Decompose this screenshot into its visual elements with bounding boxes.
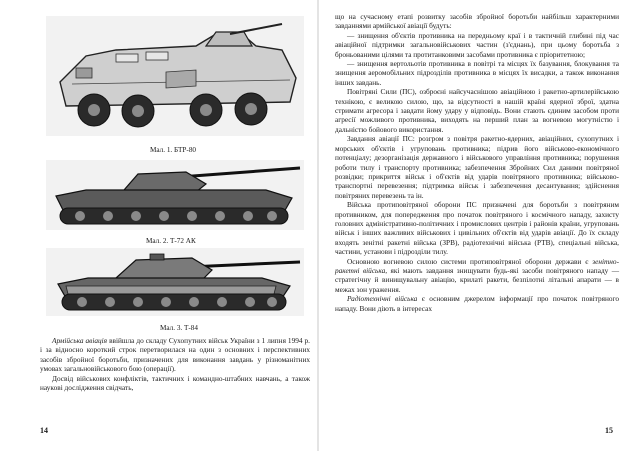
- paragraph: [335, 12, 619, 31]
- figure-caption-t72: Мал. 2. Т-72 АК: [146, 237, 196, 245]
- emphasized-term: зенітно-ракетні війська: [335, 256, 619, 275]
- paragraph: [335, 134, 619, 200]
- page-number-left: 14: [40, 426, 48, 435]
- paragraph-text: Війська протиповітряної оборони ПС призначені для боротьби з повітряним противником, для попередження про початок повітряного і космічного нападу, захисту головних адміністративно-політичних і промислових центрів і районів країни, угруповань військ і інших важливих військових і цивільних об'єктів від ударів авіації. До їх складу входять зенітні ракетні війська (ЗРВ), радіотехнічні війська (РТВ), спеціальні війська, частини, установи і підрозділи тилу.: [335, 200, 619, 257]
- paragraph-text: Досвід військових конфліктів, тактичних і командно-штабних навчань, а також наукові дослідження свідчать,: [40, 373, 310, 393]
- figure-caption-t84: Мал. 3. Т-84: [160, 324, 198, 332]
- right-body-text: [335, 12, 619, 313]
- figure-caption-btr80: Мал. 1. БТР-80: [150, 146, 197, 154]
- t72-illustration: [46, 160, 304, 230]
- paragraph: [335, 87, 619, 134]
- paragraph: [335, 257, 619, 295]
- paragraph-text: Основною вогневою силою системи протиповітряної оборони держави є: [347, 256, 593, 266]
- paragraph: [335, 294, 619, 313]
- paragraph: [40, 374, 310, 393]
- paragraph: [40, 336, 310, 374]
- paragraph: [335, 59, 619, 87]
- term-army-aviation: Армійська авіація: [52, 336, 108, 345]
- paragraph-text: Повітряні Сили (ПС), озброєні найсучаснішою авіаційною і ракетно-артилерійською технікою, є великою силою, що, за відсутності в нашій країні ядерної зброї, здатна стримати агресора і завдати йому удару у відповідь. Вони стають єдиним засобом проти агресії можливого противника, виходять на перший план за вогневою могутністю і дальністю бойового використання.: [335, 87, 619, 134]
- btr80-illustration: [46, 16, 304, 136]
- paragraph-text: що на сучасному етапі розвитку засобів збройної боротьби найбільш характерними завданнями армійської авіації будуть:: [335, 12, 619, 31]
- t84-illustration: [46, 248, 304, 316]
- figure-t72: [46, 160, 304, 230]
- paragraph-text: ввійшла до складу Сухопутних військ України з 1 липня 1994 р. і за відносно короткий строк перетворилася на один з основних і перспективних засобів збройної боротьби, призначених для виконання завдань у різноманітних умовах загальновійськового бою (операції).: [40, 336, 311, 374]
- paragraph: [335, 31, 619, 59]
- paragraph-text: — знищення вертольотів противника в повітрі та місцях їх базування, блокування та знищення аеромобільних підрозділів противника в місцях їх висадки, а також виконання інших завдань.: [335, 59, 619, 87]
- paragraph-text: , які мають завдання знищувати будь-які засоби повітряного нападу — стратегічну й винищувальну авіацію, крилаті ракети, безпілотні літальні апарати — в межах зон ураження.: [335, 265, 619, 294]
- paragraph: [335, 200, 619, 256]
- paragraph-text: Завдання авіації ПС: розгром з повітря ракетно-ядерних, авіаційних, сухопутних і морських об'єктів і угруповань противника; підрив його військово-економічного потенціалу; дезорганізація державного і військового управління противника; порушення роботи тилу і транспорту противника; забезпечення Збройних Сил даними повітряної розвідки; прикриття військ і об'єктів від ударів повітряного противника; військово-транспортні перевезення; підтримка військ і забезпечення десантування; здійснення повітряних перевезень та ін.: [335, 134, 619, 200]
- left-body-text: [40, 336, 310, 392]
- figure-btr80: [46, 16, 304, 136]
- page-number-right: 15: [605, 426, 613, 435]
- paragraph-text: є основним джерелом інформації про початок повітряного нападу. Вони діють в інтересах: [335, 294, 619, 313]
- paragraph-text: — знищення об'єктів противника на передньому краї і в тактичній глибині під час авіаційної підтримки загальновійськових частин (з'єднань), при цьому боротьба з броньованими цілями та протитанковими засобами противника є пріоритетною;: [335, 30, 619, 59]
- figure-t84: [46, 248, 304, 316]
- right-page: [319, 0, 638, 451]
- emphasized-term: Радіотехнічні війська: [347, 294, 418, 304]
